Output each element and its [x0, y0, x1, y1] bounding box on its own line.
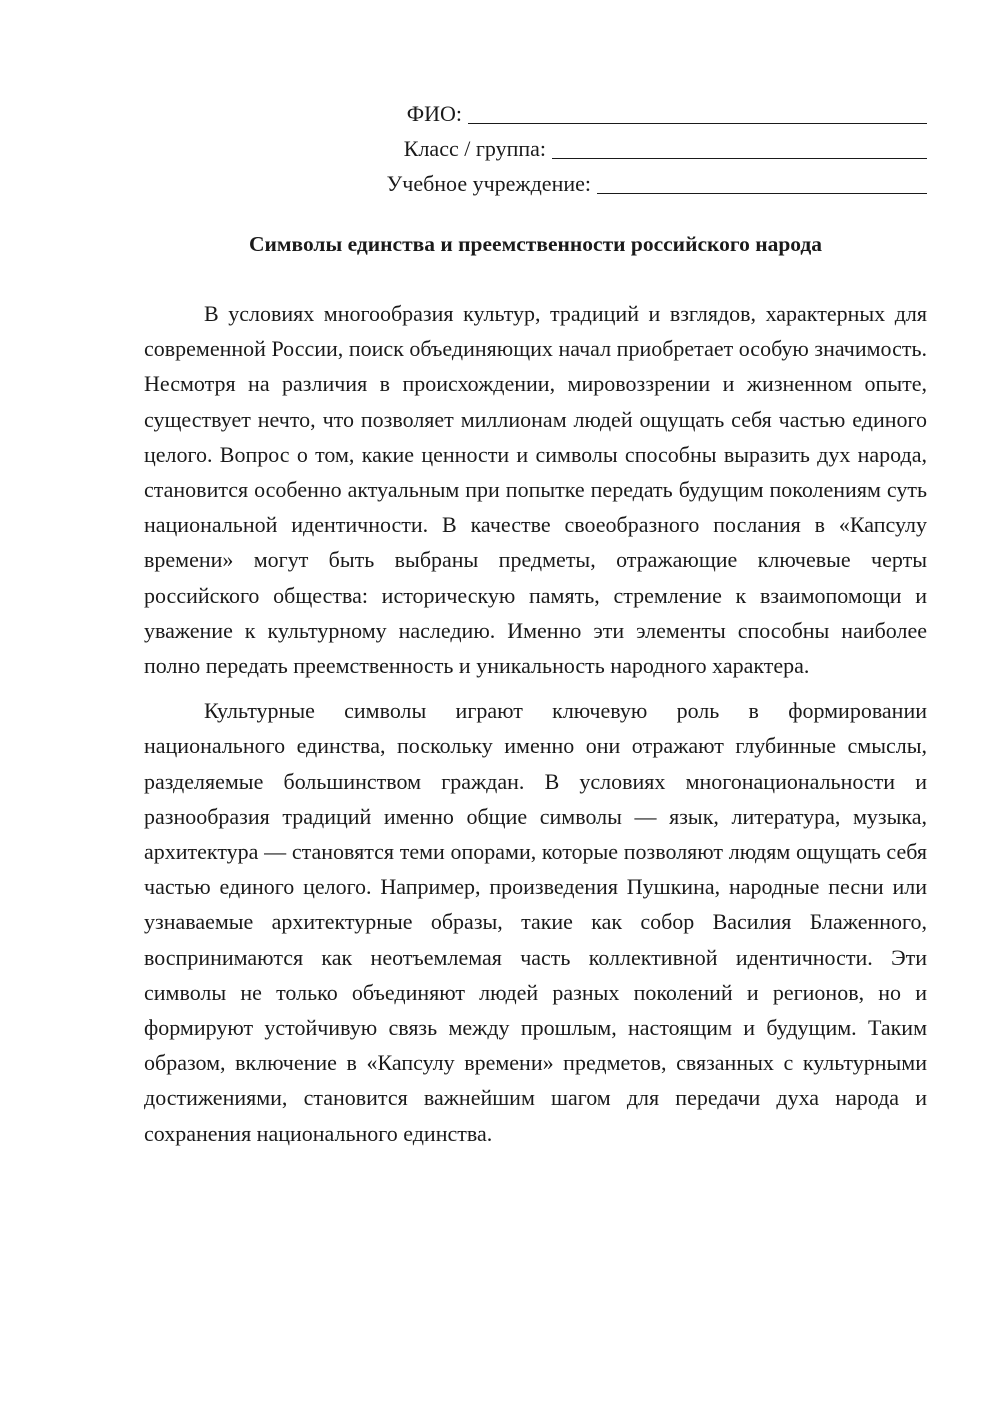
- fio-field-row: [367, 92, 927, 127]
- fio-label: ФИО:: [406, 100, 462, 126]
- class-label: Класс / группа:: [403, 135, 546, 161]
- class-field-row: [367, 127, 927, 162]
- student-info-fields: [367, 92, 927, 197]
- document-body: [144, 296, 927, 1161]
- document-title: Символы единства и преемственности российского народа: [248, 232, 823, 256]
- paragraph-1: В условиях многообразия культур, традиций и взглядов, характерных для современной России, поиск объединяющих начал приобретает особую значимость. Несмотря на различия в происхождении, мировоззрении и жизненном опыте, существует нечто, что позволяет миллионам людей ощущать себя частью единого целого. Вопрос о том, какие ценности и символы способны выразить дух народа, становится особенно актуальным при попытке передать будущим поколениям суть национальной идентичности. В качестве своеобразного послания в «Капсулу времени» могут быть выбраны предметы, отражающие ключевые черты российского общества: историческую память, стремление к взаимопомощи и уважение к культурному наследию. Именно эти элементы способны наиболее полно передать преемственность и уникальность народного характера.: [144, 301, 927, 679]
- class-blank-line: [552, 136, 927, 159]
- school-blank-line: [597, 171, 927, 194]
- school-field-row: [367, 162, 927, 197]
- fio-blank-line: [468, 101, 927, 124]
- school-label: Учебное учреждение:: [386, 170, 591, 196]
- paragraph-2: Культурные символы играют ключевую роль в формировании национального единства, поскольку именно они отражают глубинные смыслы, разделяемые большинством граждан. В условиях многонациональности и разнообразия традиций именно общие символы — язык, литература, музыка, архитектура — становятся теми опорами, которые позволяют людям ощущать себя частью единого целого. Например, произведения Пушкина, народные песни или узнаваемые архитектурные образы, такие как собор Василия Блаженного, воспринимаются как неотъемлемая часть коллективной идентичности. Эти символы не только объединяют людей разных поколений и регионов, но и формируют устойчивую связь между прошлым, настоящим и будущим. Таким образом, включение в «Капсулу времени» предметов, связанных с культурными достижениями, становится важнейшим шагом для передачи духа народа и сохранения национального единства.: [144, 698, 927, 1146]
